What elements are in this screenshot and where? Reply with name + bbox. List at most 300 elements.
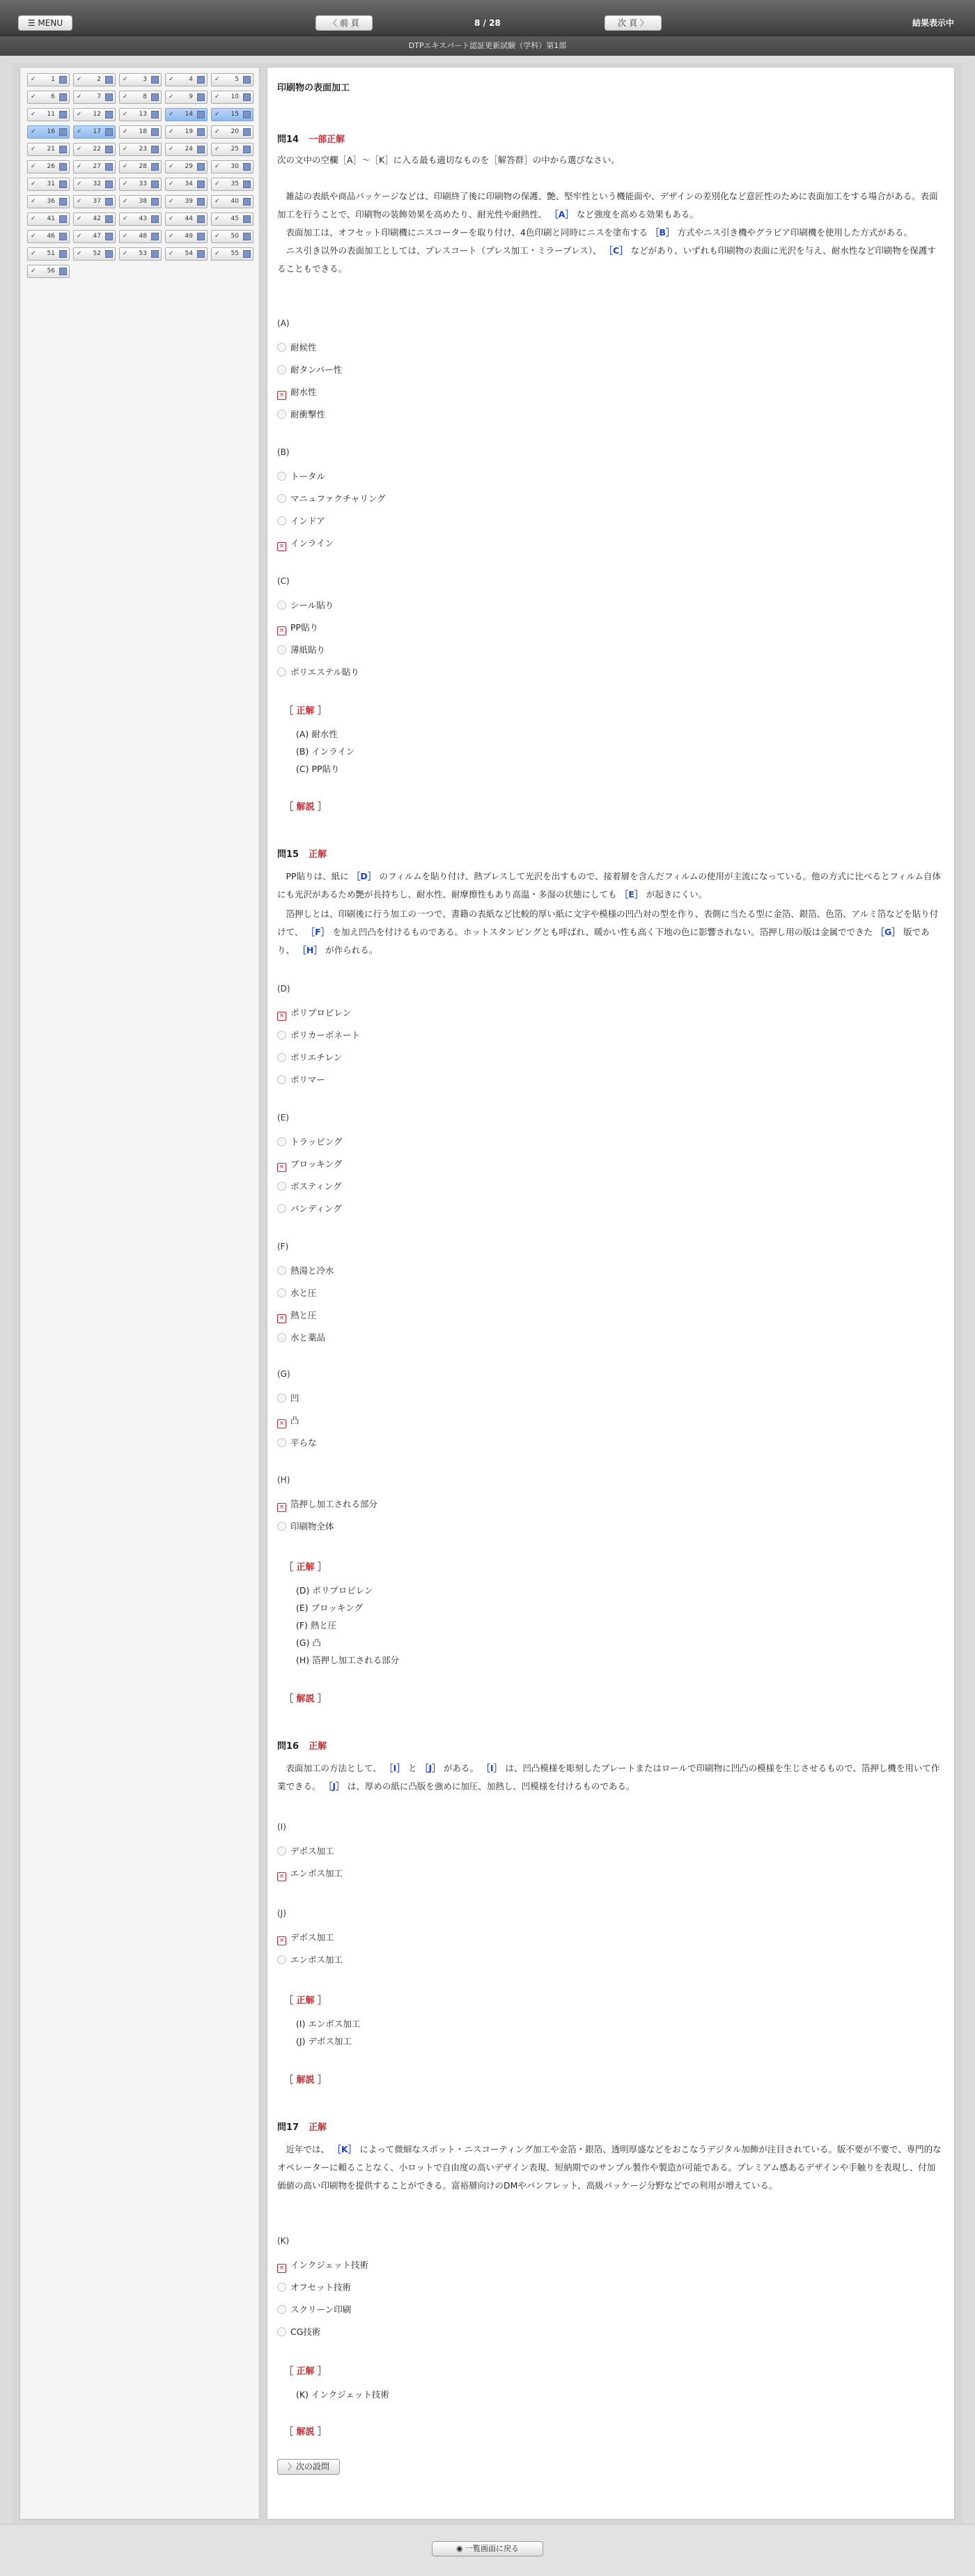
question-status: 正解: [309, 2122, 327, 2133]
flag-icon: [197, 146, 205, 153]
question-number: 46: [47, 233, 55, 240]
answer-option[interactable]: [277, 1846, 334, 1857]
answer-heading: ［ 正解 ］: [284, 1996, 327, 2006]
top-toolbar: [0, 0, 975, 36]
answered-check-icon: ✓: [31, 250, 36, 257]
question-nav-button[interactable]: [119, 73, 162, 86]
radio-button[interactable]: [277, 601, 286, 610]
answer-option[interactable]: [277, 1310, 317, 1323]
radio-button[interactable]: [277, 2327, 286, 2336]
answered-check-icon: ✓: [77, 198, 82, 205]
flag-icon: [59, 163, 67, 171]
answer-option[interactable]: [277, 538, 334, 551]
question-number: 36: [47, 198, 55, 205]
question-number: 41: [47, 215, 55, 222]
flag-icon: [243, 233, 251, 240]
question-nav-button[interactable]: [211, 195, 254, 208]
question-nav-button[interactable]: [119, 247, 162, 261]
correct-answer: (B) インライン: [296, 746, 355, 757]
incorrect-mark-icon: ×: [277, 626, 286, 635]
incorrect-mark-icon: ×: [277, 1012, 286, 1021]
flag-icon: [197, 198, 205, 206]
answer-option[interactable]: [277, 2304, 351, 2315]
option-group-label: (J): [277, 1908, 286, 1918]
answer-option[interactable]: [277, 516, 325, 527]
flag-icon: [59, 76, 67, 84]
question-nav-button[interactable]: [211, 247, 254, 261]
question-nav-button[interactable]: [211, 73, 254, 86]
radio-button[interactable]: [277, 1053, 286, 1062]
flag-icon: [105, 198, 113, 206]
prev-page-button[interactable]: 〈 前 頁: [315, 15, 373, 31]
question-number: 11: [47, 111, 55, 118]
question-nav-button[interactable]: [73, 73, 116, 86]
flag-icon: [197, 215, 205, 223]
explanation-heading[interactable]: ［ 解説 ］: [284, 1694, 327, 1704]
answered-check-icon: ✓: [77, 128, 82, 135]
option-group-label: (G): [277, 1369, 290, 1379]
radio-button[interactable]: [277, 1288, 286, 1297]
option-label: 凸: [290, 1415, 299, 1426]
question-number: 12: [93, 111, 101, 118]
correct-answer: (J) デボス加工: [296, 2036, 352, 2046]
flag-icon: [105, 76, 113, 84]
explanation-heading[interactable]: ［ 解説 ］: [284, 2427, 327, 2437]
radio-button[interactable]: [277, 1182, 286, 1191]
incorrect-mark-icon: ×: [277, 542, 286, 551]
answered-check-icon: ✓: [214, 93, 220, 100]
answered-check-icon: ✓: [169, 198, 174, 205]
answered-check-icon: ✓: [77, 250, 82, 257]
question-nav-button[interactable]: [27, 230, 70, 243]
flag-icon: [197, 93, 205, 101]
question-nav-button[interactable]: [119, 91, 162, 104]
flag-icon: [197, 163, 205, 171]
radio-button[interactable]: [277, 1266, 286, 1275]
question-nav-button[interactable]: [73, 160, 116, 173]
question-nav-button[interactable]: [73, 91, 116, 104]
question-nav-button[interactable]: [165, 125, 208, 139]
radio-button[interactable]: [277, 1846, 286, 1856]
answer-option[interactable]: [277, 600, 334, 611]
correct-answer: (E) ブロッキング: [296, 1603, 364, 1613]
question-nav-button[interactable]: [165, 91, 208, 104]
answered-check-icon: ✓: [169, 93, 174, 100]
radio-button[interactable]: [277, 516, 286, 525]
question-number: 16: [47, 128, 55, 135]
answered-check-icon: ✓: [169, 215, 174, 222]
question-number: 21: [47, 146, 55, 153]
flag-icon: [59, 146, 67, 153]
answered-check-icon: ✓: [123, 233, 128, 240]
option-label: ポリマー: [290, 1074, 325, 1085]
question-nav-button[interactable]: [211, 160, 254, 173]
flag-icon: [105, 233, 113, 240]
question-nav-button[interactable]: [73, 143, 116, 156]
flag-icon: [197, 233, 205, 240]
question-prompt: 次の文中の空欄［A］〜［K］に入る最も適切なものを［解答群］の中から選びなさい。: [277, 155, 620, 165]
option-label: 水と薬品: [290, 1332, 326, 1343]
question-number: 13: [139, 111, 147, 118]
question-nav-button[interactable]: [73, 108, 116, 121]
next-question-button[interactable]: 〉次の設問: [277, 2459, 340, 2475]
incorrect-mark-icon: ×: [277, 1314, 286, 1323]
radio-button[interactable]: [277, 1955, 286, 1964]
option-label: 熱と圧: [290, 1310, 317, 1320]
flag-icon: [59, 111, 67, 118]
option-label: 水と圧: [290, 1288, 317, 1298]
question-nav-button[interactable]: [27, 73, 70, 86]
question-number: 33: [139, 180, 147, 187]
flag-icon: [197, 180, 205, 188]
question-nav-button[interactable]: [27, 125, 70, 139]
question-nav-button[interactable]: [165, 178, 208, 191]
question-status: 一部正解: [309, 134, 345, 145]
answer-option[interactable]: [277, 387, 317, 400]
radio-button[interactable]: [277, 494, 286, 503]
option-label: インライン: [290, 538, 334, 548]
radio-button[interactable]: [277, 1394, 286, 1403]
back-to-list-button[interactable]: ◉ 一覧画面に戻る: [432, 2541, 543, 2556]
answered-check-icon: ✓: [77, 76, 82, 83]
incorrect-mark-icon: ×: [277, 391, 286, 400]
answered-check-icon: ✓: [31, 268, 36, 275]
answer-option[interactable]: [277, 1030, 360, 1041]
correct-answer: (F) 熱と圧: [296, 1620, 337, 1630]
answered-check-icon: ✓: [123, 111, 128, 118]
flag-icon: [59, 268, 67, 275]
answered-check-icon: ✓: [31, 93, 36, 100]
flag-icon: [151, 215, 159, 223]
answer-option[interactable]: [277, 471, 325, 482]
correct-answer: (C) PP貼り: [296, 764, 340, 774]
flag-icon: [243, 163, 251, 171]
answered-check-icon: ✓: [77, 180, 82, 187]
answer-option[interactable]: [277, 1393, 299, 1404]
question-number: 54: [185, 250, 193, 257]
option-group-label: (E): [277, 1113, 289, 1123]
option-label: インドア: [290, 516, 325, 526]
answer-option[interactable]: [277, 1954, 343, 1966]
question-number: 48: [139, 233, 147, 240]
question-nav-button[interactable]: [27, 160, 70, 173]
answered-check-icon: ✓: [169, 146, 174, 153]
flag-icon: [105, 93, 113, 101]
question-number: 18: [139, 128, 147, 135]
flag-icon: [59, 180, 67, 188]
question-nav-button[interactable]: [165, 195, 208, 208]
answer-option[interactable]: [277, 1265, 334, 1277]
flag-icon: [151, 233, 159, 240]
answer-option[interactable]: [277, 1932, 334, 1945]
menu-button[interactable]: ☰ MENU: [18, 15, 72, 31]
radio-button[interactable]: [277, 365, 286, 374]
flag-icon: [197, 76, 205, 84]
main-panel: [267, 67, 955, 2520]
radio-button[interactable]: [277, 668, 286, 677]
flag-icon: [243, 180, 251, 188]
option-label: エンボス加工: [290, 1868, 343, 1879]
question-passage: 雑誌の表紙や商品パッケージなどは、印刷終了後に印刷物の保護、艶、堅牢性という機能面や、デザインの差別化など意匠性のために表面加工をする場合がある。表面加工を行うことで、印刷物の装飾効果を高めたり、耐光性や耐熱性、 ［A］ など強度を高める効果もある。 表面加工は、オフセット印刷機にニスコーターを取り付け、4色印刷と同時にニスを塗布する ［B］ 方式やニス引き機やグラビア印刷機を使用した方式がある。 ニス引き以外の表面加工としては、プレスコート（プレス加工・ミラープレス）、 ［C］ などがあり、いずれも印刷物の表面に光沢を与え、耐水性など印刷物を保護することもできる。: [277, 191, 938, 274]
option-label: デボス加工: [290, 1846, 334, 1856]
answer-option[interactable]: [277, 364, 342, 376]
incorrect-mark-icon: ×: [277, 1163, 286, 1172]
option-label: トータル: [290, 471, 326, 481]
question-number: 3: [143, 76, 147, 83]
answer-option[interactable]: [277, 645, 325, 656]
answer-option[interactable]: [277, 622, 318, 635]
next-page-button[interactable]: 次 頁 〉: [604, 15, 662, 31]
answer-option[interactable]: [277, 1868, 343, 1881]
question-nav-button[interactable]: [27, 247, 70, 261]
option-label: 凹: [290, 1393, 299, 1403]
radio-button[interactable]: [277, 1204, 286, 1213]
question-nav-button[interactable]: [119, 230, 162, 243]
question-nav-button[interactable]: [27, 143, 70, 156]
answered-check-icon: ✓: [123, 76, 128, 83]
option-group-label: (D): [277, 984, 290, 994]
option-label: PP貼り: [290, 622, 319, 633]
answered-check-icon: ✓: [123, 146, 128, 153]
question-number: 29: [185, 163, 193, 170]
answer-option[interactable]: [277, 1159, 342, 1172]
question-nav-button[interactable]: [211, 143, 254, 156]
flag-icon: [243, 146, 251, 153]
flag-icon: [105, 111, 113, 118]
answer-option[interactable]: [277, 1415, 299, 1428]
question-passage: 箔押しとは、印刷後に行う加工の一つで、書籍の表紙など比較的厚い紙に文字や模様の凹凸対の型を作り、表側に当たる型に金箔、銀箔、色箔、アルミ箔などを貼り付けて、 ［F］ を加え凹凸を付けるものである。ホットスタンピングとも呼ばれ、暖かい性も高く下地の色に影響されない。箔押し用の版は金属でできた ［G］ 版であり、 ［H］ が作られる。: [277, 909, 939, 955]
answered-check-icon: ✓: [123, 93, 128, 100]
option-label: 印刷物全体: [290, 1521, 334, 1532]
answered-check-icon: ✓: [214, 250, 220, 257]
question-nav-button[interactable]: [27, 265, 70, 278]
radio-button[interactable]: [277, 1522, 286, 1531]
option-label: 箔押し加工される部分: [290, 1499, 378, 1509]
question-nav-button[interactable]: [119, 143, 162, 156]
radio-button[interactable]: [277, 2305, 286, 2314]
question-nav-button[interactable]: [165, 143, 208, 156]
answer-option[interactable]: [277, 1074, 325, 1086]
correct-answer: (G) 凸: [296, 1637, 321, 1648]
radio-button[interactable]: [277, 1031, 286, 1040]
answer-option[interactable]: [277, 667, 359, 678]
question-nav-button[interactable]: [73, 195, 116, 208]
option-group-label: (H): [277, 1475, 290, 1485]
question-number: 6: [51, 93, 55, 100]
question-nav-button[interactable]: [165, 230, 208, 243]
answer-option[interactable]: [277, 409, 325, 420]
flag-icon: [197, 250, 205, 258]
answer-option[interactable]: [277, 1437, 317, 1449]
answered-check-icon: ✓: [169, 250, 174, 257]
answered-check-icon: ✓: [123, 250, 128, 257]
answer-option[interactable]: [277, 2260, 368, 2273]
question-number: 37: [93, 198, 101, 205]
radio-button[interactable]: [277, 2283, 286, 2292]
question-number: 42: [93, 215, 101, 222]
flag-icon: [59, 93, 67, 101]
answered-check-icon: ✓: [77, 215, 82, 222]
option-label: 平らな: [290, 1437, 317, 1448]
correct-answer: (K) インクジェット技術: [296, 2389, 389, 2400]
question-heading: 問17 正解: [277, 2122, 327, 2133]
radio-button[interactable]: [277, 1438, 286, 1447]
question-number: 23: [139, 146, 147, 153]
question-nav-button[interactable]: [165, 247, 208, 261]
question-nav-button[interactable]: [27, 91, 70, 104]
answer-option[interactable]: [277, 2282, 351, 2293]
exam-title: DTPエキスパート認証更新試験（学科）第1部: [0, 36, 975, 56]
flag-icon: [59, 198, 67, 206]
explanation-heading[interactable]: ［ 解説 ］: [284, 802, 327, 812]
question-number: 53: [139, 250, 147, 257]
answer-option[interactable]: [277, 1136, 343, 1148]
question-nav-button[interactable]: [27, 108, 70, 121]
explanation-heading[interactable]: ［ 解説 ］: [284, 2075, 327, 2085]
option-label: インクジェット技術: [290, 2260, 369, 2270]
option-group-label: (F): [277, 1242, 289, 1251]
answered-check-icon: ✓: [77, 111, 82, 118]
question-number: 2: [97, 76, 101, 83]
answered-check-icon: ✓: [169, 111, 174, 118]
question-nav-button[interactable]: [73, 247, 116, 261]
answered-check-icon: ✓: [31, 76, 36, 83]
question-nav-button[interactable]: [119, 195, 162, 208]
option-label: ブロッキング: [290, 1159, 343, 1169]
question-number: 26: [47, 163, 55, 170]
question-nav-button[interactable]: [27, 178, 70, 191]
question-number: 5: [235, 76, 239, 83]
answer-option[interactable]: [277, 1332, 325, 1343]
option-label: 熱湯と冷水: [290, 1265, 334, 1276]
incorrect-mark-icon: ×: [277, 1419, 286, 1428]
radio-button[interactable]: [277, 1333, 286, 1342]
flag-icon: [243, 198, 251, 206]
question-number: 38: [139, 198, 147, 205]
question-nav-button[interactable]: [119, 125, 162, 139]
option-label: スクリーン印刷: [290, 2304, 352, 2315]
answered-check-icon: ✓: [214, 180, 220, 187]
answer-option[interactable]: [277, 493, 386, 504]
question-nav-button[interactable]: [211, 108, 254, 121]
answer-option[interactable]: [277, 1181, 342, 1192]
answer-option[interactable]: [277, 1499, 377, 1512]
answer-option[interactable]: [277, 2327, 320, 2338]
question-nav-button[interactable]: [165, 213, 208, 226]
option-label: ポリカーボネート: [290, 1030, 360, 1040]
option-group-label: (I): [277, 1822, 286, 1832]
question-number: 17: [93, 128, 101, 135]
option-label: ポリエチレン: [290, 1052, 343, 1063]
question-nav-button[interactable]: [211, 91, 254, 104]
flag-icon: [59, 250, 67, 258]
question-number: 51: [47, 250, 55, 257]
answer-option[interactable]: [277, 1521, 334, 1532]
flag-icon: [243, 250, 251, 258]
question-number: 39: [185, 198, 193, 205]
option-label: 耐衝撃性: [290, 409, 326, 419]
question-nav-button[interactable]: [119, 178, 162, 191]
answered-check-icon: ✓: [169, 233, 174, 240]
question-nav-button[interactable]: [27, 213, 70, 226]
answer-option[interactable]: [277, 1203, 342, 1214]
question-nav-button[interactable]: [119, 160, 162, 173]
question-number: 7: [97, 93, 101, 100]
incorrect-mark-icon: ×: [277, 2264, 286, 2273]
option-label: ボスティング: [290, 1181, 342, 1191]
question-number: 8: [143, 93, 147, 100]
option-label: デボス加工: [290, 1932, 334, 1943]
option-label: 耐タンパー性: [290, 364, 343, 375]
option-label: ポリプロピレン: [290, 1008, 352, 1018]
question-number: 34: [185, 180, 193, 187]
radio-button[interactable]: [277, 1075, 286, 1084]
question-nav-button[interactable]: [27, 195, 70, 208]
question-nav-button[interactable]: [73, 213, 116, 226]
answer-option[interactable]: [277, 342, 317, 353]
question-nav-button[interactable]: [119, 108, 162, 121]
answered-check-icon: ✓: [31, 163, 36, 170]
flag-icon: [197, 111, 205, 118]
answered-check-icon: ✓: [77, 93, 82, 100]
radio-button[interactable]: [277, 645, 286, 654]
answered-check-icon: ✓: [123, 163, 128, 170]
question-number: 19: [185, 128, 193, 135]
question-number: 50: [231, 233, 239, 240]
question-nav-button[interactable]: [119, 213, 162, 226]
page-title: 印刷物の表面加工: [277, 83, 350, 93]
incorrect-mark-icon: ×: [277, 1872, 286, 1881]
flag-icon: [105, 163, 113, 171]
option-label: CG技術: [290, 2327, 321, 2337]
question-nav-button[interactable]: [73, 230, 116, 243]
answered-check-icon: ✓: [123, 128, 128, 135]
option-label: 耐水性: [290, 387, 317, 397]
question-navigator: [20, 67, 260, 2520]
question-nav-button[interactable]: [73, 125, 116, 139]
answer-option[interactable]: [277, 1052, 342, 1063]
question-nav-button[interactable]: [211, 125, 254, 139]
option-label: トラッピング: [290, 1136, 343, 1147]
answered-check-icon: ✓: [31, 111, 36, 118]
question-nav-button[interactable]: [165, 108, 208, 121]
correct-answer: (I) エンボス加工: [296, 2019, 361, 2029]
answered-check-icon: ✓: [214, 215, 220, 222]
question-nav-button[interactable]: [211, 178, 254, 191]
answered-check-icon: ✓: [123, 198, 128, 205]
radio-button[interactable]: [277, 343, 286, 352]
question-nav-button[interactable]: [73, 178, 116, 191]
answered-check-icon: ✓: [214, 163, 220, 170]
answered-check-icon: ✓: [123, 215, 128, 222]
flag-icon: [151, 250, 159, 258]
radio-button[interactable]: [277, 1137, 286, 1146]
question-number: 22: [93, 146, 101, 153]
radio-button[interactable]: [277, 410, 286, 419]
question-nav-button[interactable]: [211, 213, 254, 226]
flag-icon: [243, 215, 251, 223]
answer-option[interactable]: [277, 1008, 351, 1021]
question-nav-button[interactable]: [165, 73, 208, 86]
answer-option[interactable]: [277, 1288, 317, 1299]
flag-icon: [151, 76, 159, 84]
incorrect-mark-icon: ×: [277, 1936, 286, 1945]
question-nav-button[interactable]: [165, 160, 208, 173]
answered-check-icon: ✓: [31, 233, 36, 240]
radio-button[interactable]: [277, 472, 286, 481]
question-nav-button[interactable]: [211, 230, 254, 243]
option-label: 耐候性: [290, 342, 317, 353]
